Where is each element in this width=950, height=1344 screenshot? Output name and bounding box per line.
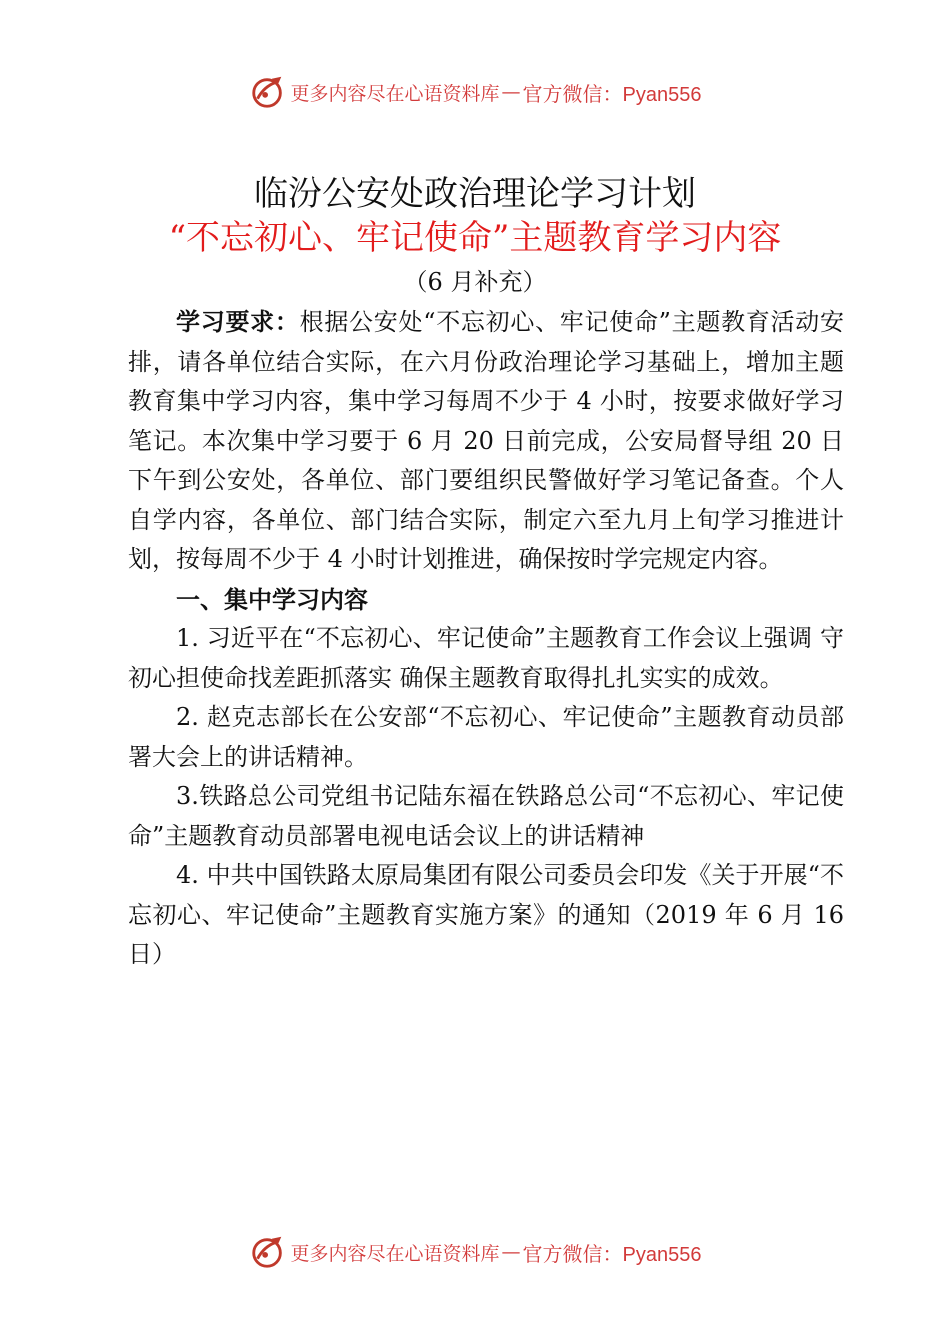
header-watermark-banner (0, 72, 950, 112)
document-title: 临汾公安处政治理论学习计划 (254, 174, 696, 214)
list-item: 1. 习近平在“不忘初心、牢记使命”主题教育工作会议上强调 守初心担使命找差距抓落实 确保主题教育取得扎扎实实的成效。 (128, 624, 844, 692)
requirements-label: 学习要求： (176, 307, 300, 336)
document-date-note: （6 月补充） (403, 268, 547, 296)
document-body (128, 302, 844, 975)
document-subtitle: “不忘初心、牢记使命”主题教育学习内容 (168, 218, 782, 258)
requirements-paragraph (128, 302, 844, 580)
list-item: 2. 赵克志部长在公安部“不忘初心、牢记使命”主题教育动员部署大会上的讲话精神。 (128, 703, 844, 771)
banner-text: 更多内容尽在心语资料库 (290, 82, 500, 105)
banner-separator: — (501, 81, 521, 103)
section-heading: 一、集中学习内容 (176, 584, 368, 614)
list-item: 3.铁路总公司党组书记陆东福在铁路总公司“不忘初心、牢记使命”主题教育动员部署电视电话会议上的讲话精神 (128, 782, 844, 850)
brand-logo-icon (249, 73, 287, 111)
banner-wechat: 官方微信：Pyan556 (522, 1243, 702, 1266)
list-item: 4. 中共中国铁路太原局集团有限公司委员会印发《关于开展“不忘初心、牢记使命”主题教育实施方案》的通知（2019 年 6 月 16 日） (128, 861, 844, 968)
banner-wechat: 官方微信：Pyan556 (522, 83, 702, 106)
banner-text: 更多内容尽在心语资料库 (290, 1242, 500, 1265)
footer-watermark-banner (0, 1232, 950, 1272)
requirements-text: 根据公安处“不忘初心、牢记使命”主题教育活动安排，请各单位结合实际，在六月份政治理论学习基础上，增加主题教育集中学习内容，集中学习每周不少于 4 小时，按要求做好学习笔记。本次集中学习要于 6 月 20 日前完成，公安局督导组 20 日下午到公安处，各单位、部门要组织民警做好学习笔记备查。个人自学内容，各单位、部门结合实际，制定六至九月上旬学习推进计划，按每周不少于 4 小时计划推进，确保按时学完规定内容。 (128, 308, 844, 573)
banner-separator: — (501, 1241, 521, 1263)
brand-logo-icon (249, 1233, 287, 1271)
